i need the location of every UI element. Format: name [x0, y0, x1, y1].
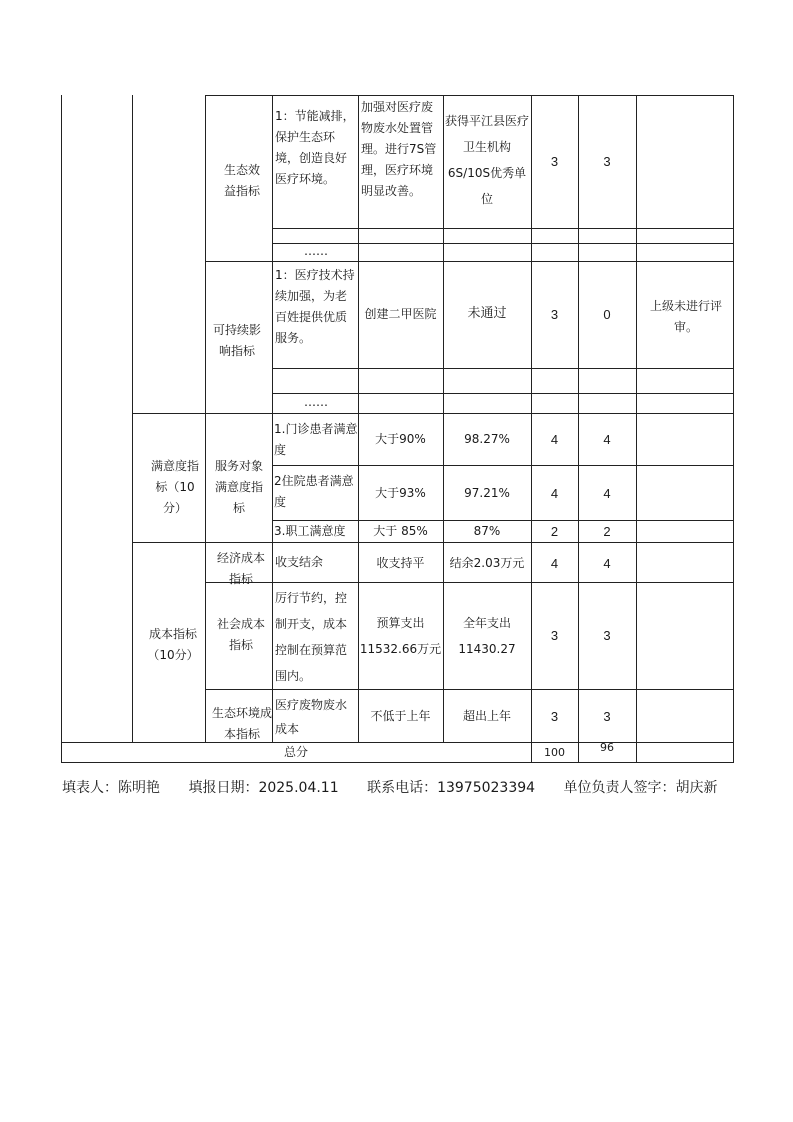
filler-name: 填表人：陈明艳: [62, 780, 160, 796]
economic-cost-score-max: 4: [550, 555, 559, 571]
eco-score-max: 3: [550, 153, 559, 169]
grid-line: [272, 95, 273, 742]
sustain-indicator-cell: 1：医疗技术持续加强，为老百姓提供优质服务。: [275, 268, 355, 345]
eco-env-cost-score-max: 3: [550, 708, 559, 724]
social-cost-actual: 全年支出11430.27: [458, 616, 516, 656]
economic-cost-indicator: 收支结余: [275, 555, 324, 569]
total-score-got: 96: [600, 741, 614, 754]
satisfaction-row-1-score-max: 4: [550, 431, 559, 447]
sustain-ellipsis: ……: [304, 395, 328, 409]
total-label: 总分: [283, 745, 308, 759]
grid-line: [636, 95, 637, 762]
sustain-impact-label: 可持续影响指标: [212, 323, 261, 358]
satisfaction-row-3-target: 大于 85%: [373, 524, 428, 538]
satisfaction-row-2-score-got: 4: [603, 485, 611, 501]
eco-env-cost-score-got: 3: [603, 708, 611, 724]
grid-line: [205, 95, 206, 742]
grid-line: [205, 689, 734, 690]
grid-line: [272, 465, 734, 466]
grid-line: [132, 413, 734, 414]
eco-ellipsis: ……: [304, 244, 328, 258]
grid-line: [205, 95, 734, 96]
social-cost-target: 预算支出11532.66万元: [359, 616, 442, 656]
sustain-score-max: 3: [550, 306, 559, 322]
eco-env-cost-target: 不低于上年: [370, 708, 431, 723]
satisfaction-row-1-indicator: 1.门诊患者满意度: [274, 422, 358, 457]
cost-category-label: 成本指标（10分）: [147, 627, 199, 662]
economic-cost-score-got: 4: [603, 555, 611, 571]
satisfaction-row-3-indicator: 3.职工满意度: [274, 524, 346, 538]
satisfaction-row-3-score-got: 2: [603, 524, 611, 539]
sustain-actual-cell: 未通过: [467, 305, 507, 321]
eco-target-cell: 加强对医疗废物废水处置管理。进行7S管理，医疗环境明显改善。: [361, 100, 437, 198]
grid-line: [272, 228, 734, 229]
eco-score-got: 3: [603, 153, 611, 169]
social-cost-score-got: 3: [603, 627, 611, 643]
sustain-target-cell: 创建二甲医院: [364, 306, 437, 321]
eco-env-cost-actual: 超出上年: [462, 708, 511, 723]
grid-line: [61, 762, 734, 763]
form-footer: [62, 778, 762, 798]
sustain-score-got: 0: [603, 306, 611, 322]
grid-line: [272, 368, 734, 369]
grid-line: [132, 542, 734, 543]
eco-env-cost-label: 生态环境成本指标: [212, 706, 273, 741]
contact-phone: 联系电话：13975023394: [367, 780, 536, 796]
eco-indicator-cell: 1：节能减排，保护生态环境，创造良好医疗环境。: [275, 109, 355, 186]
social-cost-score-max: 3: [550, 627, 559, 643]
satisfaction-row-3-score-max: 2: [550, 524, 559, 539]
grid-line: [61, 95, 62, 762]
satisfaction-row-3-actual: 87%: [473, 524, 501, 538]
satisfaction-category-label: 满意度指标（10分）: [150, 459, 199, 515]
eco-actual-cell: 获得平江县医疗卫生机构6S/10S优秀单位: [444, 114, 529, 206]
satisfaction-row-1-score-got: 4: [603, 431, 611, 447]
economic-cost-target: 收支持平: [376, 555, 425, 570]
sustain-remark-cell: 上级未进行评审。: [649, 299, 722, 334]
economic-cost-label: 经济成本指标: [216, 551, 265, 586]
satisfaction-row-2-indicator: 2住院患者满意度: [274, 474, 354, 509]
satisfaction-row-2-target: 大于93%: [375, 485, 426, 500]
satisfaction-row-1-target: 大于90%: [375, 431, 426, 446]
social-cost-label: 社会成本指标: [216, 617, 265, 652]
satisfaction-row-2-actual: 97.21%: [464, 485, 510, 500]
economic-cost-actual: 结余2.03万元: [449, 555, 525, 570]
grid-line: [132, 95, 133, 742]
grid-line: [205, 582, 734, 583]
satisfaction-row-2-score-max: 4: [550, 485, 559, 501]
unit-head-signature: 单位负责人签字：胡庆新: [563, 780, 718, 796]
satisfaction-row-1-actual: 98.27%: [464, 431, 510, 446]
social-cost-indicator: 厉行节约，控制开支，成本控制在预算范围内。: [275, 591, 348, 683]
total-score-max: 100: [544, 746, 565, 759]
service-satisfaction-label: 服务对象满意度指标: [214, 459, 263, 515]
fill-date: 填报日期：2025.04.11: [188, 780, 339, 796]
eco-env-cost-indicator: 医疗废物废水成本: [275, 698, 348, 736]
grid-line: [205, 261, 734, 262]
grid-line: [733, 95, 734, 762]
eco-benefit-label: 生态效益指标: [223, 163, 260, 198]
